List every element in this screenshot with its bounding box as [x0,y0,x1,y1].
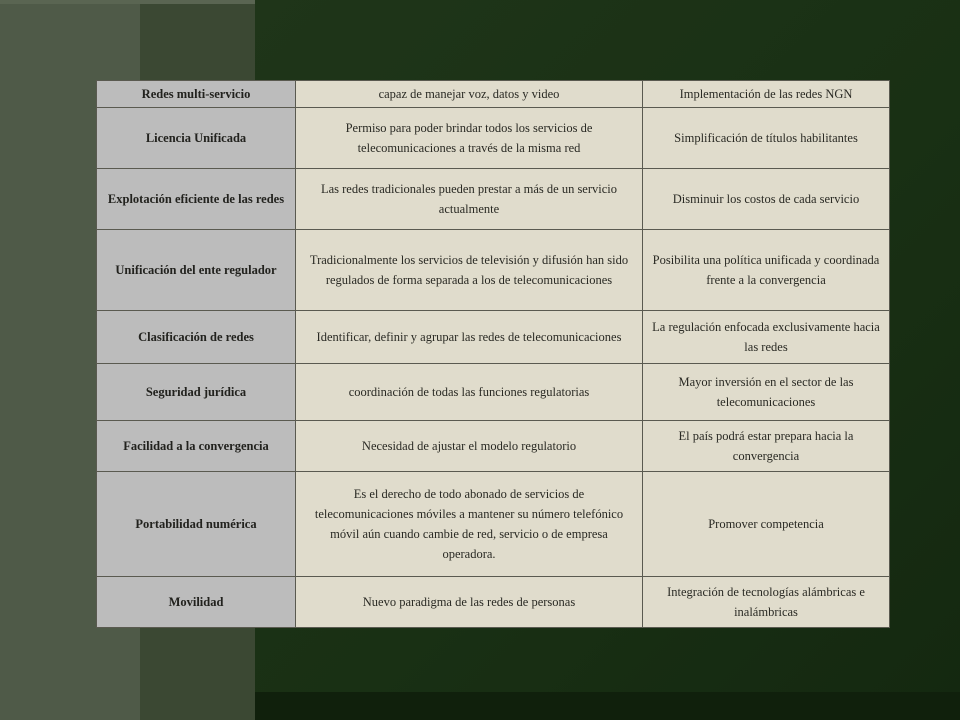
table-row [97,364,890,421]
effect-cell: Implementación de las redes NGN [643,81,890,108]
table-row [97,81,890,108]
concept-cell: Seguridad jurídica [97,364,296,421]
effect-cell: Disminuir los costos de cada servicio [643,169,890,230]
description-cell: Nuevo paradigma de las redes de personas [296,577,643,628]
table-row [97,311,890,364]
effect-cell: Posibilita una política unificada y coordinada frente a la convergencia [643,230,890,311]
table-row [97,230,890,311]
description-cell: Es el derecho de todo abonado de servicios de telecomunicaciones móviles a mantener su número telefónico móvil aún cuando cambie de red, servicio o de empresa operadora. [296,472,643,577]
table-row [97,472,890,577]
effect-cell: Promover competencia [643,472,890,577]
regulation-table [96,80,890,628]
description-cell: capaz de manejar voz, datos y video [296,81,643,108]
concept-cell: Explotación eficiente de las redes [97,169,296,230]
concept-cell: Portabilidad numérica [97,472,296,577]
table-row [97,421,890,472]
effect-cell: Integración de tecnologías alámbricas e inalámbricas [643,577,890,628]
table-row [97,577,890,628]
description-cell: Las redes tradicionales pueden prestar a más de un servicio actualmente [296,169,643,230]
table-row [97,169,890,230]
effect-cell: Mayor inversión en el sector de las telecomunicaciones [643,364,890,421]
concept-cell: Redes multi-servicio [97,81,296,108]
background-bottom-strip [255,692,960,720]
background-top-strip [0,0,255,4]
effect-cell: El país podrá estar prepara hacia la convergencia [643,421,890,472]
description-cell: coordinación de todas las funciones regulatorias [296,364,643,421]
slide-table-container [96,80,882,628]
concept-cell: Movilidad [97,577,296,628]
description-cell: Necesidad de ajustar el modelo regulatorio [296,421,643,472]
concept-cell: Clasificación de redes [97,311,296,364]
concept-cell: Facilidad a la convergencia [97,421,296,472]
concept-cell: Unificación del ente regulador [97,230,296,311]
concept-cell: Licencia Unificada [97,108,296,169]
description-cell: Permiso para poder brindar todos los servicios de telecomunicaciones a través de la misma red [296,108,643,169]
description-cell: Identificar, definir y agrupar las redes de telecomunicaciones [296,311,643,364]
effect-cell: Simplificación de títulos habilitantes [643,108,890,169]
table-row [97,108,890,169]
effect-cell: La regulación enfocada exclusivamente hacia las redes [643,311,890,364]
description-cell: Tradicionalmente los servicios de televisión y difusión han sido regulados de forma separada a los de telecomunicaciones [296,230,643,311]
